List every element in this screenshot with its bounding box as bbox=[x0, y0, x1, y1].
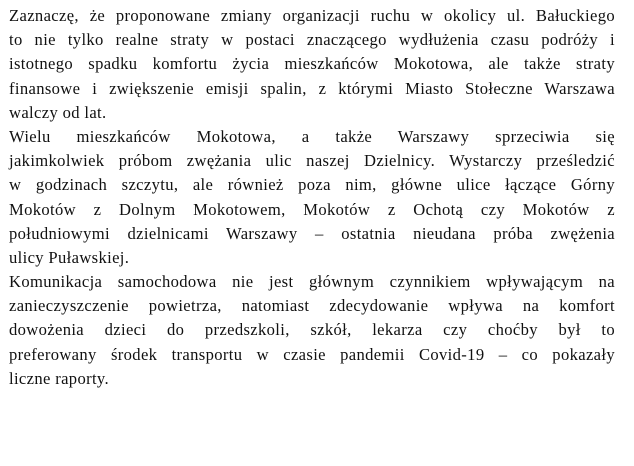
text-line: południowymi dzielnicami Warszawy – ostatnia nieudana próba zwężenia bbox=[9, 223, 615, 243]
text-line: Zaznaczę, że proponowane zmiany organizacji ruchu w okolicy ul. Bałuckiego bbox=[9, 6, 615, 25]
text-line: to nie tylko realne straty w postaci znaczącego wydłużenia czasu podróży i bbox=[9, 30, 615, 50]
text-line: Mokotów z Dolnym Mokotowem, Mokotów z Ochotą czy Mokotów z bbox=[9, 199, 615, 219]
text-line: istotnego spadku komfortu życia mieszkańców Mokotowa, ale także straty bbox=[9, 54, 615, 74]
paragraph-2 bbox=[9, 125, 615, 270]
paragraph-3 bbox=[9, 270, 615, 391]
text-line: w godzinach szczytu, ale również poza nim, główne ulice łączące Górny bbox=[9, 175, 615, 195]
text-line: jakimkolwiek próbom zwężania ulic naszej Dzielnicy. Wystarczy prześledzić bbox=[9, 151, 615, 171]
paragraph-1 bbox=[9, 4, 615, 125]
text-line: Komunikacja samochodowa nie jest głównym czynnikiem wpływającym na bbox=[9, 272, 615, 292]
text-line: ulicy Puławskiej. bbox=[9, 247, 130, 267]
text-line: walczy od lat. bbox=[9, 102, 107, 122]
document-body bbox=[9, 4, 615, 391]
text-line: finansowe i zwiększenie emisji spalin, z którymi Miasto Stołeczne Warszawa bbox=[9, 78, 615, 98]
text-line: Wielu mieszkańców Mokotowa, a także Warszawy sprzeciwia się bbox=[9, 126, 615, 146]
text-line: dowożenia dzieci do przedszkoli, szkół, lekarza czy choćby był to bbox=[9, 320, 615, 340]
text-line: liczne raporty. bbox=[9, 368, 109, 388]
text-line: zanieczyszczenie powietrza, natomiast zdecydowanie wpływa na komfort bbox=[9, 296, 615, 316]
text-line: preferowany środek transportu w czasie pandemii Covid-19 – co pokazały bbox=[9, 344, 615, 364]
